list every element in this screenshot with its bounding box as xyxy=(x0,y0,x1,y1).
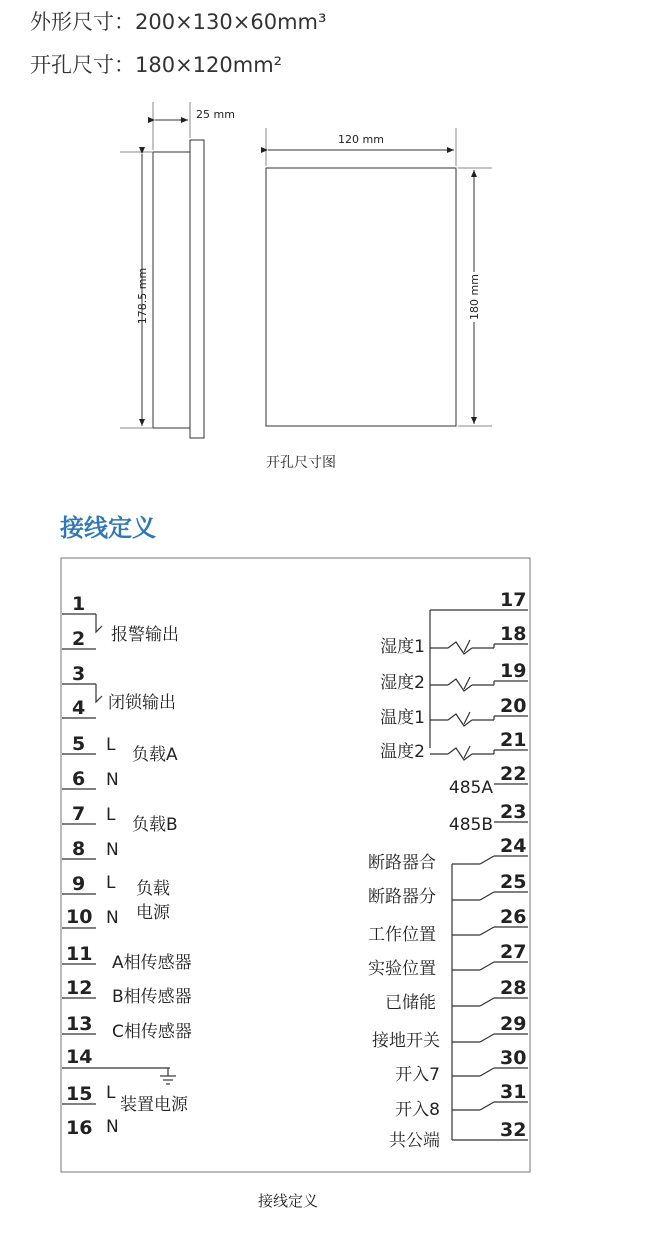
cutout-dimension-spec: 开孔尺寸：180×120mm² xyxy=(30,53,283,77)
input-29-contact xyxy=(480,1034,494,1042)
rs485a-label: 485A xyxy=(448,778,493,798)
terminal-29: 29 xyxy=(500,1013,527,1035)
input7-label: 开入7 xyxy=(395,1065,440,1085)
device-power-N: N xyxy=(106,1117,119,1137)
load-power-label-2: 电源 xyxy=(136,903,170,923)
input-26-contact xyxy=(480,927,494,935)
cutout-drawing-caption: 开孔尺寸图 xyxy=(266,455,336,471)
load-b-N: N xyxy=(106,840,119,860)
humidity2-label: 湿度2 xyxy=(380,673,425,693)
sensor-a-label: A相传感器 xyxy=(112,953,192,973)
terminal-25: 25 xyxy=(500,871,527,893)
alarm-output-label: 报警输出 xyxy=(111,625,179,645)
terminal-18: 18 xyxy=(500,623,527,645)
earth-switch-label: 接地开关 xyxy=(372,1031,440,1051)
terminal-19: 19 xyxy=(500,660,527,682)
terminal-17: 17 xyxy=(500,589,527,611)
input-25-contact xyxy=(480,892,494,900)
load-b-L: L xyxy=(106,805,116,825)
alarm-relay-contact xyxy=(96,614,102,632)
terminal-30: 30 xyxy=(500,1047,527,1069)
terminal-3: 3 xyxy=(72,663,86,685)
sensor-b-label: B相传感器 xyxy=(112,987,192,1007)
input-30-contact xyxy=(480,1068,494,1076)
load-a-label: 负载A xyxy=(132,745,178,765)
outer-dimension-spec: 外形尺寸：200×130×60mm³ xyxy=(30,10,327,34)
input-31-contact xyxy=(480,1102,494,1110)
input8-label: 开入8 xyxy=(395,1100,440,1120)
humidity1-label: 湿度1 xyxy=(380,637,425,657)
load-a-L: L xyxy=(106,735,116,755)
load-b-label: 负载B xyxy=(132,815,178,835)
terminal-21: 21 xyxy=(500,729,527,751)
device-power-label: 装置电源 xyxy=(120,1095,188,1115)
side-depth-label: 25 mm xyxy=(196,108,235,121)
side-height-label: 178.5 mm xyxy=(136,267,149,325)
terminal-20: 20 xyxy=(500,695,527,717)
load-power-N: N xyxy=(106,908,119,928)
load-power-label-1: 负载 xyxy=(136,879,170,899)
wiring-frame xyxy=(61,558,530,1172)
terminal-9: 9 xyxy=(72,873,86,895)
rs485b-label: 485B xyxy=(448,815,493,835)
breaker-open-label: 断路器分 xyxy=(368,887,436,907)
test-position-label: 实验位置 xyxy=(368,959,436,979)
wiring-section-title: 接线定义 xyxy=(60,514,156,542)
terminal-24: 24 xyxy=(500,835,527,857)
terminal-11: 11 xyxy=(66,943,93,965)
input-28-contact xyxy=(480,998,494,1006)
terminal-28: 28 xyxy=(500,977,527,999)
lock-output-label: 闭锁输出 xyxy=(108,693,176,713)
terminal-14: 14 xyxy=(66,1046,93,1068)
stored-energy-label: 已储能 xyxy=(385,993,436,1013)
front-height-label: 180 mm xyxy=(468,274,481,320)
work-position-label: 工作位置 xyxy=(368,925,436,945)
common-label: 共公端 xyxy=(389,1131,440,1151)
terminal-32: 32 xyxy=(500,1119,527,1141)
terminal-2: 2 xyxy=(72,628,86,650)
terminal-15: 15 xyxy=(66,1083,93,1105)
terminal-16: 16 xyxy=(66,1117,93,1139)
terminal-10: 10 xyxy=(66,906,93,928)
terminal-13: 13 xyxy=(66,1013,93,1035)
input-27-contact xyxy=(480,962,494,970)
terminal-27: 27 xyxy=(500,941,527,963)
terminal-31: 31 xyxy=(500,1081,527,1103)
terminal-5: 5 xyxy=(72,733,86,755)
terminal-23: 23 xyxy=(500,801,527,823)
device-power-L: L xyxy=(106,1083,116,1103)
breaker-close-label: 断路器合 xyxy=(368,853,436,873)
lock-relay-contact xyxy=(96,684,102,702)
load-a-N: N xyxy=(106,770,119,790)
front-width-label: 120 mm xyxy=(338,133,384,146)
input-24-contact xyxy=(480,856,494,864)
sensor-c-label: C相传感器 xyxy=(112,1022,192,1042)
wiring-diagram-caption: 接线定义 xyxy=(258,1192,319,1210)
terminal-7: 7 xyxy=(72,803,86,825)
terminal-12: 12 xyxy=(66,977,93,999)
terminal-8: 8 xyxy=(72,838,86,860)
terminal-6: 6 xyxy=(72,768,86,790)
temperature1-label: 温度1 xyxy=(380,708,425,728)
load-power-L: L xyxy=(106,873,116,893)
temperature2-label: 温度2 xyxy=(380,742,425,762)
terminal-4: 4 xyxy=(72,697,86,719)
terminal-1: 1 xyxy=(72,593,86,615)
terminal-26: 26 xyxy=(500,906,527,928)
terminal-22: 22 xyxy=(500,763,527,785)
